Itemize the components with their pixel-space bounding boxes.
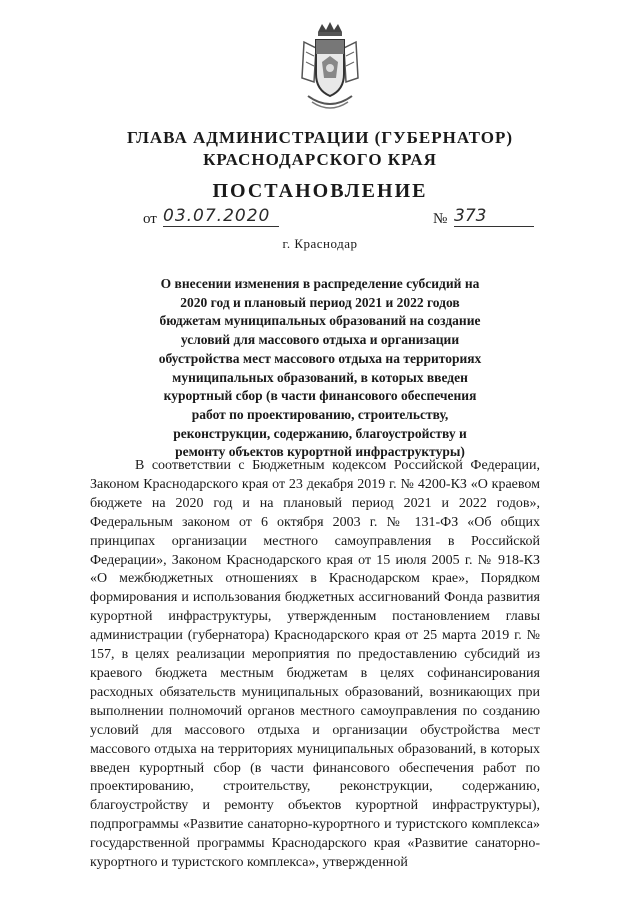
- issuer-title-line-1: ГЛАВА АДМИНИСТРАЦИИ (ГУБЕРНАТОР): [126, 128, 513, 147]
- issuer-title-line-2: КРАСНОДАРСКОГО КРАЯ: [203, 150, 437, 169]
- decree-number: 373: [454, 206, 534, 227]
- city-name: г. Краснодар: [282, 236, 358, 251]
- date-prefix: от: [143, 211, 157, 227]
- decree-subject: О внесении изменения в распределение субсидий на 2020 год и плановый период 2021 и 2022 годов бюджетам муниципальных образований на создание условий для массового отдыха и организации обустройства мест массового отдыха на территориях муниципальных образований, в которых введен курортный сбор (в части финансового обеспечения работ по проектированию, строительству, реконструкции, содержанию, благоустройству и ремонту объектов курортной инфраструктуры): [158, 276, 482, 460]
- decree-body-paragraph: В соответствии с Бюджетным кодексом Российской Федерации, Законом Краснодарского края от 23 декабря 2019 г. № 4200-КЗ «О краевом бюджете на 2020 год и на плановый период 2021 и 2022 годов», Федеральным законом от 6 октября 2003 г. № 131-ФЗ «Об общих принципах организации местного самоуправления в Российской Федерации», Законом Краснодарского края от 15 июля 2005 г. № 918-КЗ «О межбюджетных отношениях в Краснодарском крае», Порядком формирования и использования бюджетных ассигнований Фонда развития курортной инфраструктуры, утвержденным постановлением главы администрации (губернатора) Краснодарского края от 25 марта 2019 г. № 157, в целях реализации мероприятия по предоставлению субсидий из краевого бюджета местным бюджетам в целях софинансирования расходных обязательств муниципальных образований, возникающих при выполнении полномочий органов местного самоуправления по созданию условий для массового отдыха и организации обустройства мест массового отдыха на территориях муниципальных образований, в которых введен курортный сбор (в части финансового обеспечения работ по проектированию, строительству, реконструкции, содержанию, благоустройству и ремонту объектов курортной инфраструктуры), подпрограммы «Развитие санаторно-курортного и туристского комплекса» государственной программы Краснодарского края «Развитие санаторно-курортного и туристского комплекса», утвержденной: [90, 458, 540, 871]
- number-prefix: №: [433, 211, 448, 227]
- document-type-title: ПОСТАНОВЛЕНИЕ: [212, 180, 428, 202]
- decree-date: 03.07.2020: [163, 206, 279, 227]
- krasnodar-coat-of-arms-icon: [298, 22, 362, 114]
